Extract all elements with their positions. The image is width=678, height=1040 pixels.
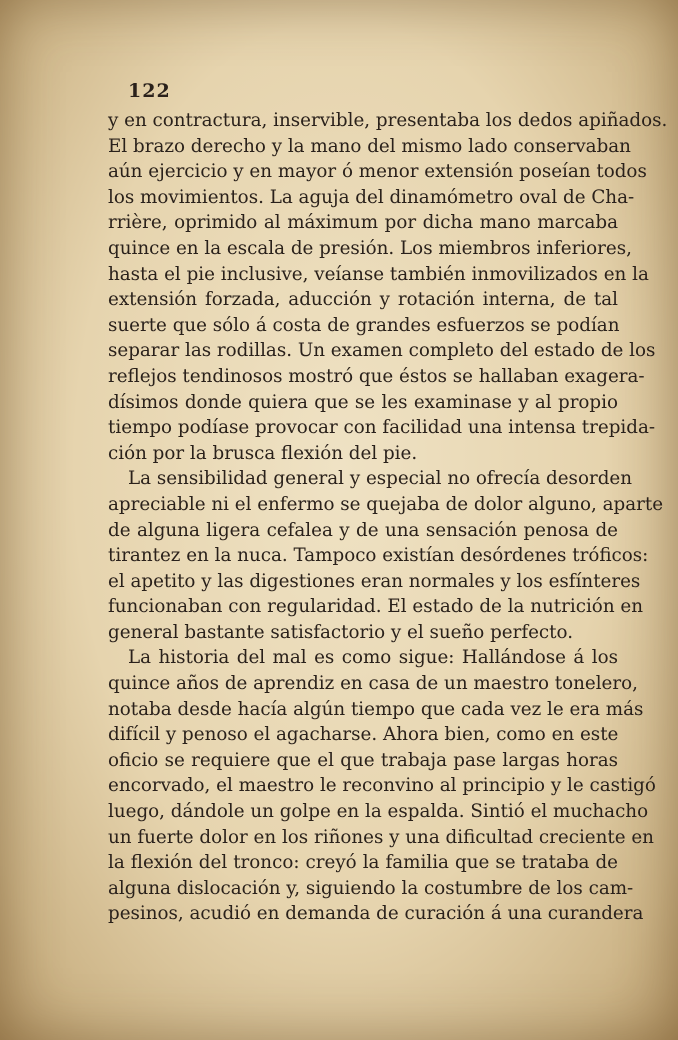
text-line: luego, dándole un golpe en la espalda. Sintió el muchacho (108, 801, 649, 823)
text-line: extensión forzada, aducción y rotación interna, de tal (108, 289, 618, 311)
text-line: general bastante satisfactorio y el sueño perfecto. (108, 621, 574, 643)
text-line: alguna dislocación y, siguiendo la costumbre de los cam- (108, 877, 634, 899)
text-line: ción por la brusca flexión del pie. (108, 442, 418, 464)
text-line: separar las rodillas. Un examen completo del estado de los (108, 340, 656, 362)
text-line: hasta el pie inclusive, veíanse también inmovilizados en la (108, 263, 649, 285)
text-line: quince años de aprendiz en casa de un maestro tonelero, (108, 673, 638, 695)
text-line: La historia del mal es como sigue: Hallándose á los (128, 647, 618, 669)
text-line: un fuerte dolor en los riñones y una dificultad creciente en (108, 826, 654, 848)
text-line: oficio se requiere que el que trabaja pase largas horas (108, 749, 618, 771)
text-line: y en contractura, inservible, presentaba los dedos apiñados. (108, 110, 668, 131)
text-line: los movimientos. La aguja del dinamómetro oval de Cha- (108, 186, 635, 208)
text-line: encorvado, el maestro le reconvino al principio y le castigó (108, 775, 656, 797)
text-line: pesinos, acudió en demanda de curación á una curandera (108, 903, 644, 925)
text-line: de alguna ligera cefalea y de una sensación penosa de (108, 519, 618, 541)
text-line: reflejos tendinosos mostró que éstos se hallaban exagera- (108, 365, 645, 387)
text-line: difícil y penoso el agacharse. Ahora bien, como en este (108, 724, 619, 746)
text-line: quince en la escala de presión. Los miembros inferiores, (108, 237, 632, 259)
text-line: el apetito y las digestiones eran normales y los esfínteres (108, 570, 641, 592)
text-line: suerte que sólo á costa de grandes esfuerzos se podían (108, 314, 620, 336)
text-line: dísimos donde quiera que se les examinase y al propio (108, 391, 618, 413)
text-line: notaba desde hacía algún tiempo que cada vez le era más (108, 698, 644, 720)
text-line: El brazo derecho y la mano del mismo lado conservaban (108, 135, 631, 157)
text-line: la flexión del tronco: creyó la familia que se trataba de (108, 852, 618, 874)
text-line: La sensibilidad general y especial no ofrecía desorden (128, 468, 632, 490)
text-line: funcionaban con regularidad. El estado de la nutrición en (108, 596, 643, 618)
text-line: rrière, oprimido al máximum por dicha mano marcaba (108, 212, 618, 234)
text-line: tiempo podíase provocar con facilidad una intensa trepida- (108, 417, 656, 439)
page-number: 122 (128, 80, 171, 102)
text-line: aún ejercicio y en mayor ó menor extensión poseían todos (108, 161, 647, 183)
body-text (108, 108, 668, 927)
text-line: apreciable ni el enfermo se quejaba de dolor alguno, aparte (108, 493, 664, 515)
text-line: tirantez en la nuca. Tampoco existían desórdenes tróficos: (108, 545, 649, 567)
